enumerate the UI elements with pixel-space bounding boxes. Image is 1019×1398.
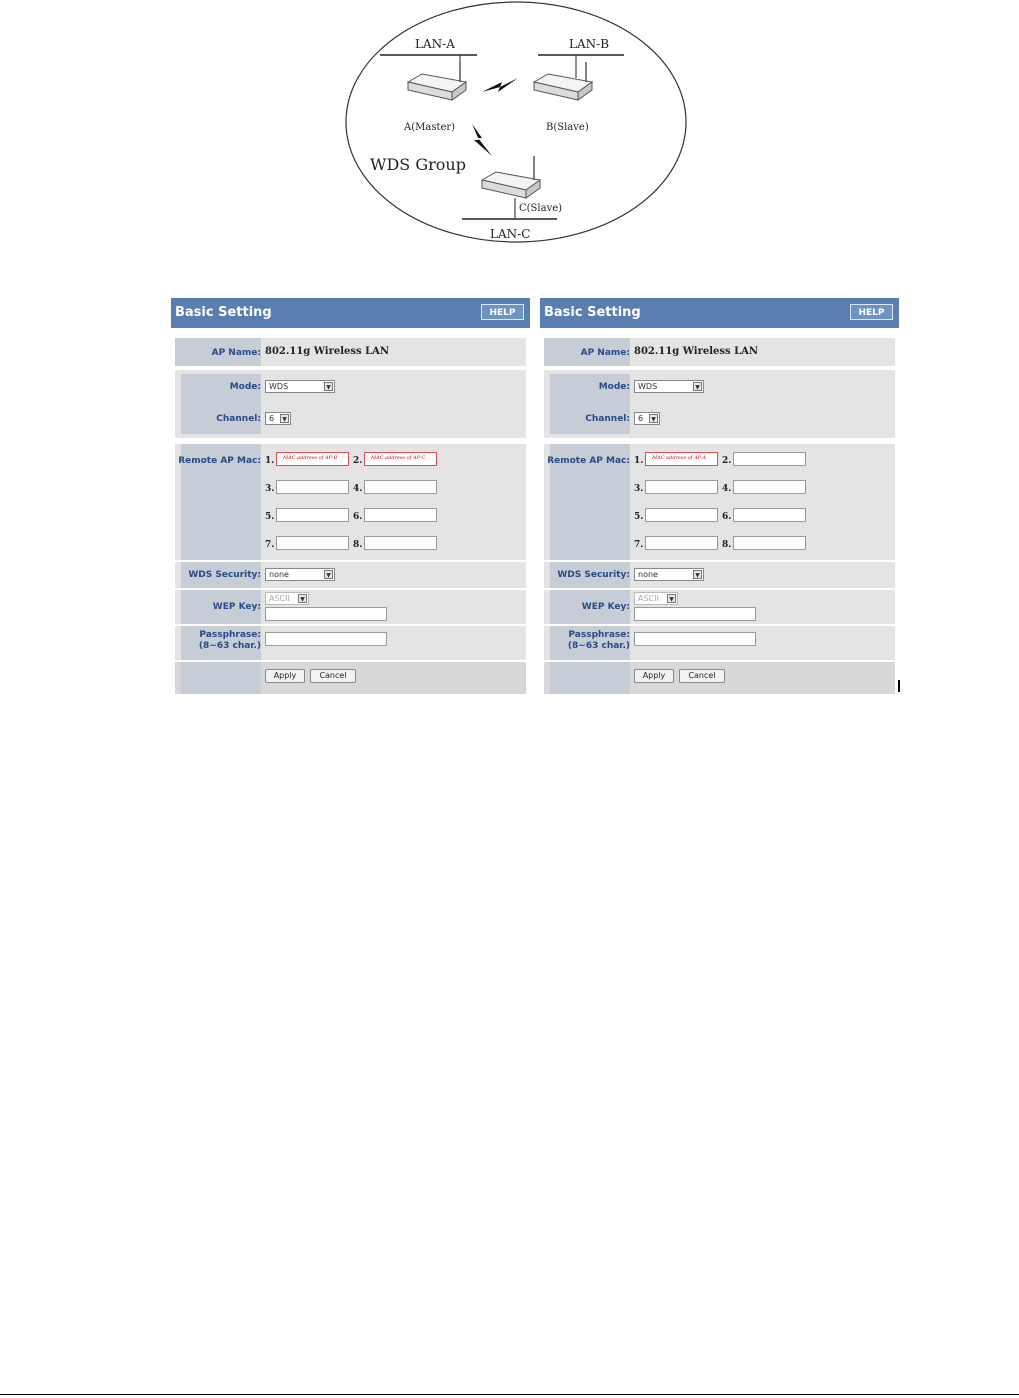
wds-security-select[interactable] (265, 568, 335, 581)
chevron-down-icon: ▼ (324, 382, 333, 391)
remote-ap-mac-block (175, 444, 526, 560)
wds-security-label: WDS Security: (557, 570, 630, 580)
wep-key-input[interactable] (265, 607, 387, 621)
mac-index: 4. (722, 484, 732, 494)
mac-index: 4. (353, 484, 363, 494)
apply-button[interactable]: Apply (265, 669, 305, 683)
wep-key-row (544, 590, 895, 624)
mac-index: 5. (634, 512, 644, 522)
mode-select[interactable] (265, 380, 335, 393)
help-button[interactable]: HELP (850, 304, 893, 320)
channel-select[interactable] (265, 412, 291, 425)
mac-field-value: MAC address of AP-A (652, 455, 707, 461)
node-a-label: A(Master) (404, 122, 456, 133)
mac-index: 6. (722, 512, 732, 522)
action-row (175, 662, 526, 694)
remote-mac-field-3[interactable] (645, 480, 718, 494)
chevron-down-icon: ▼ (649, 414, 658, 423)
panel-title: Basic Setting (544, 305, 641, 320)
mac-index: 8. (722, 540, 732, 550)
chevron-down-icon: ▼ (667, 594, 676, 603)
wds-security-label: WDS Security: (188, 570, 261, 580)
ap-name-value: 802.11g Wireless LAN (634, 346, 759, 357)
wds-group-diagram (342, 0, 690, 248)
mac-index: 2. (722, 456, 732, 466)
remote-mac-field-6[interactable] (364, 508, 437, 522)
ap-name-row (175, 338, 526, 366)
remote-mac-field-1[interactable] (276, 452, 349, 466)
channel-select-value: 6 (269, 414, 275, 423)
ap-name-label: AP Name: (211, 348, 261, 358)
wep-key-label: WEP Key: (581, 602, 630, 612)
channel-select-value: 6 (638, 414, 644, 423)
wds-group-boundary (346, 2, 686, 242)
remote-mac-field-7[interactable] (645, 536, 718, 550)
mac-index: 1. (265, 456, 275, 466)
remote-mac-field-8[interactable] (364, 536, 437, 550)
passphrase-label: Passphrase: (199, 630, 261, 640)
wep-key-label: WEP Key: (212, 602, 261, 612)
mac-field-value: MAC address of AP-C (371, 455, 426, 461)
wds-group-label: WDS Group (370, 155, 466, 174)
node-b-label: B(Slave) (546, 122, 589, 133)
mac-index: 3. (265, 484, 275, 494)
remote-mac-field-3[interactable] (276, 480, 349, 494)
remote-ap-mac-label: Remote AP Mac: (547, 456, 630, 466)
mode-channel-block (175, 370, 526, 438)
chevron-down-icon: ▼ (280, 414, 289, 423)
remote-mac-field-2[interactable] (733, 452, 806, 466)
remote-mac-field-4[interactable] (364, 480, 437, 494)
chevron-down-icon: ▼ (324, 570, 333, 579)
chevron-down-icon: ▼ (693, 570, 702, 579)
mac-index: 5. (265, 512, 275, 522)
chevron-down-icon: ▼ (693, 382, 702, 391)
ap-name-label: AP Name: (580, 348, 630, 358)
mac-index: 7. (634, 540, 644, 550)
panel-header (171, 298, 530, 328)
mac-index: 7. (265, 540, 275, 550)
passphrase-hint: (8~63 char.) (198, 641, 261, 651)
action-row (544, 662, 895, 694)
mode-select-value: WDS (269, 382, 289, 391)
lan-b-label: LAN-B (569, 37, 610, 51)
mac-index: 1. (634, 456, 644, 466)
panel-header (540, 298, 899, 328)
wds-security-value: none (638, 570, 658, 579)
mode-label: Mode: (229, 382, 261, 392)
cancel-button[interactable]: Cancel (310, 669, 356, 683)
remote-mac-field-2[interactable] (364, 452, 437, 466)
basic-setting-panel-ap-a (171, 298, 530, 694)
margin-mark (898, 680, 900, 692)
wds-security-row (175, 562, 526, 588)
footer-rule (0, 1394, 1019, 1395)
wep-key-format-select[interactable] (634, 592, 678, 605)
remote-mac-field-4[interactable] (733, 480, 806, 494)
wds-security-row (544, 562, 895, 588)
mode-channel-block (544, 370, 895, 438)
wep-key-format-value: ASCII (638, 594, 659, 603)
remote-mac-field-8[interactable] (733, 536, 806, 550)
passphrase-input[interactable] (634, 632, 756, 646)
remote-ap-mac-block (544, 444, 895, 560)
help-button[interactable]: HELP (481, 304, 524, 320)
wep-key-format-select[interactable] (265, 592, 309, 605)
passphrase-input[interactable] (265, 632, 387, 646)
mac-field-value: MAC address of AP-B (283, 455, 338, 461)
mode-select[interactable] (634, 380, 704, 393)
wep-key-input[interactable] (634, 607, 756, 621)
remote-mac-field-6[interactable] (733, 508, 806, 522)
mode-select-value: WDS (638, 382, 658, 391)
cancel-button[interactable]: Cancel (679, 669, 725, 683)
channel-label: Channel: (216, 414, 261, 424)
channel-select[interactable] (634, 412, 660, 425)
passphrase-row (544, 626, 895, 660)
ap-name-row (544, 338, 895, 366)
wep-key-format-value: ASCII (269, 594, 290, 603)
apply-button[interactable]: Apply (634, 669, 674, 683)
mode-label: Mode: (598, 382, 630, 392)
ap-name-value: 802.11g Wireless LAN (265, 346, 390, 357)
remote-ap-mac-label: Remote AP Mac: (178, 456, 261, 466)
wds-security-select[interactable] (634, 568, 704, 581)
lan-a-label: LAN-A (415, 37, 455, 51)
mac-index: 6. (353, 512, 363, 522)
mac-index: 2. (353, 456, 363, 466)
chevron-down-icon: ▼ (298, 594, 307, 603)
wds-security-value: none (269, 570, 289, 579)
remote-mac-field-7[interactable] (276, 536, 349, 550)
passphrase-row (175, 626, 526, 660)
panel-title: Basic Setting (175, 305, 272, 320)
basic-setting-panel-ap-b (540, 298, 899, 694)
remote-mac-field-5[interactable] (276, 508, 349, 522)
channel-label: Channel: (585, 414, 630, 424)
lan-c-label: LAN-C (490, 227, 531, 241)
node-c-label: C(Slave) (519, 203, 563, 214)
mac-index: 3. (634, 484, 644, 494)
mac-index: 8. (353, 540, 363, 550)
passphrase-label: Passphrase: (568, 630, 630, 640)
remote-mac-field-1[interactable] (645, 452, 718, 466)
passphrase-hint: (8~63 char.) (567, 641, 630, 651)
wep-key-row (175, 590, 526, 624)
remote-mac-field-5[interactable] (645, 508, 718, 522)
